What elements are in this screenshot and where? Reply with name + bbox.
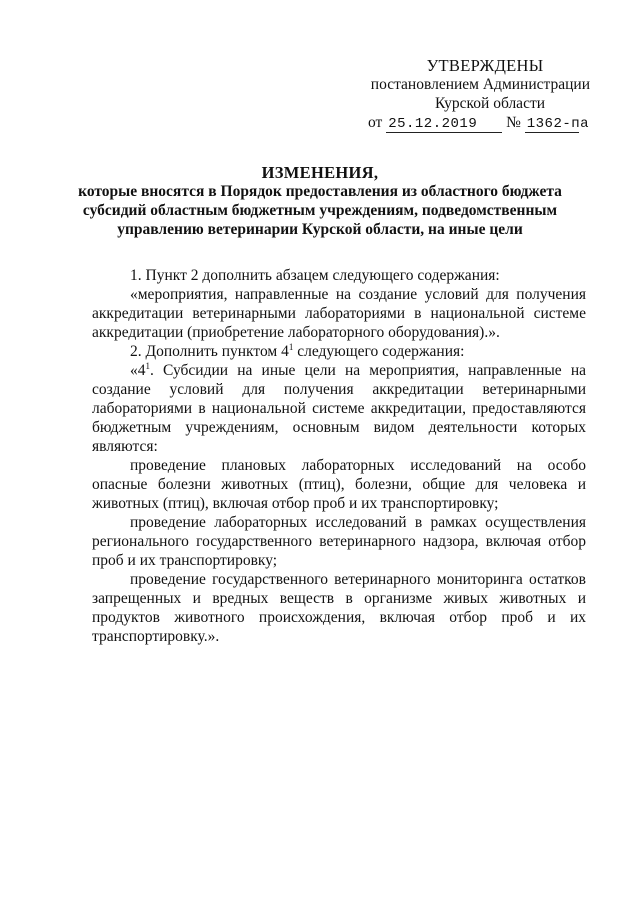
paragraph-5: проведение плановых лабораторных исследований на особо опасные болезни животных (птиц), болезни, общие для человека и животных (птиц), включая отбор проб и их транспортировку; — [92, 457, 586, 512]
approval-date: 25.12.2019 — [386, 117, 502, 133]
paragraph-3-text-b: следующего содержания: — [293, 343, 465, 360]
paragraph-4-text-a: «4 — [130, 362, 146, 379]
approval-date-row — [368, 113, 590, 133]
paragraph-4 — [92, 361, 586, 456]
heading-title: ИЗМЕНЕНИЯ, — [261, 163, 379, 182]
paragraph-6: проведение лабораторных исследований в рамках осуществления регионального государственного ветеринарного надзора, включая отбор проб и их транспортировку; — [92, 514, 586, 569]
paragraph-3-text-a: 2. Дополнить пунктом 4 — [130, 343, 289, 360]
paragraph-4-text-b: . Субсидии на иные цели на мероприятия, направленные на создание условий для получения аккредитации ветеринарными лабораториями в национальной системе аккредитации, предоставляются бюджетным учреждениям, основным видом деятельности которых являются: — [92, 362, 586, 455]
paragraph-2: «мероприятия, направленные на создание условий для получения аккредитации ветеринарными лабораториями в национальной системе аккредитации (приобретение лабораторного оборудования).». — [92, 286, 586, 341]
date-prefix: от — [368, 114, 383, 131]
paragraph-3 — [92, 342, 586, 361]
paragraph-1: 1. Пункт 2 дополнить абзацем следующего содержания: — [130, 267, 500, 284]
approval-block — [350, 56, 590, 133]
approval-line-2: Курской области — [434, 95, 546, 112]
paragraph-7: проведение государственного ветеринарного мониторинга остатков запрещенных и вредных веществ в организме живых животных и продуктов животного происхождения, включая отбор проб и их транспортировку.». — [92, 571, 586, 645]
paragraph-4-superscript: 1 — [145, 360, 150, 371]
heading-subtitle-line-2: субсидий областным бюджетным учреждениям, подведомственным — [82, 202, 558, 219]
document-heading — [70, 163, 570, 239]
approval-line-1: постановлением Администрации — [370, 76, 590, 93]
paragraph-3-superscript: 1 — [288, 341, 294, 352]
heading-subtitle-line-1: которые вносятся в Порядок предоставления из областного бюджета — [78, 183, 562, 200]
approval-title: УТВЕРЖДЕНЫ — [426, 56, 544, 75]
number-prefix: № — [506, 114, 521, 131]
document-body — [92, 266, 586, 646]
heading-subtitle-line-3: управлению ветеринарии Курской области, на иные цели — [117, 221, 523, 238]
approval-number: 1362-па — [526, 116, 590, 132]
